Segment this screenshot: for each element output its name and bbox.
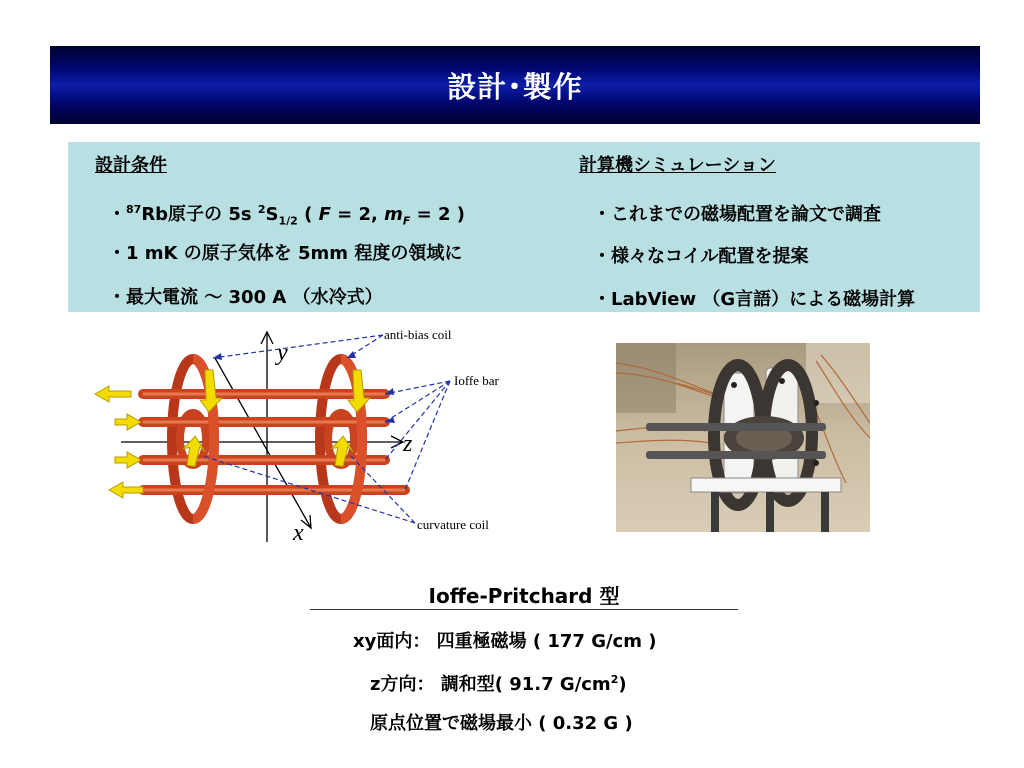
simulation-item-3: ・LabView （G言語）による磁場計算 (593, 289, 916, 310)
arrow-right-2 (115, 414, 141, 430)
spec-origin-minimum: 原点位置で磁場最小 ( 0.32 G ) (370, 713, 633, 734)
design-conditions-heading: 設計条件 (95, 155, 167, 176)
simulation-item-1: ・これまでの磁場配置を論文で調査 (593, 204, 881, 225)
title-bar (50, 46, 980, 124)
condition-item-3: ・最大電流 ～ 300 A （水冷式） (108, 287, 383, 308)
title-underline (310, 609, 738, 610)
simulation-item-2: ・様々なコイル配置を提案 (593, 246, 809, 267)
condition-item-1: ・$^{87}$Rb原子の 5s $^2S_{1/2}$ ( F = 2, $m_F = 2$ ) (108, 203, 466, 228)
arrow-left-1 (95, 386, 131, 402)
ioffe-pritchard-diagram (85, 318, 535, 550)
axis-label-y: y (277, 340, 288, 366)
label-anti-bias-coil: anti-bias coil (384, 327, 452, 342)
leader-arrowheads (213, 351, 395, 423)
apparatus-photo (616, 343, 870, 532)
conditions-panel (68, 142, 980, 312)
condition-item-2: ・1 mK の原子気体を 5mm 程度の領域に (108, 243, 463, 264)
axis-label-x: x (293, 520, 304, 546)
arrow-right-3 (115, 452, 141, 468)
label-ioffe-bar: Ioffe bar (454, 373, 499, 388)
x-axis-line (215, 358, 311, 528)
spec-xy-plane: xy面内： 四重極磁場 ( 177 G/cm ) (353, 631, 657, 652)
simulation-heading: 計算機シミュレーション (579, 155, 776, 176)
label-curvature-coil: curvature coil (417, 517, 489, 532)
ioffe-pritchard-title: Ioffe-Pritchard 型 (428, 584, 620, 608)
spec-z-direction: z方向： 調和型( 91.7 $G/cm^2$) (370, 673, 627, 695)
slide-title: 設計･製作 (447, 69, 583, 104)
axis-label-z: z (403, 431, 413, 457)
arrow-left-4 (109, 482, 143, 498)
